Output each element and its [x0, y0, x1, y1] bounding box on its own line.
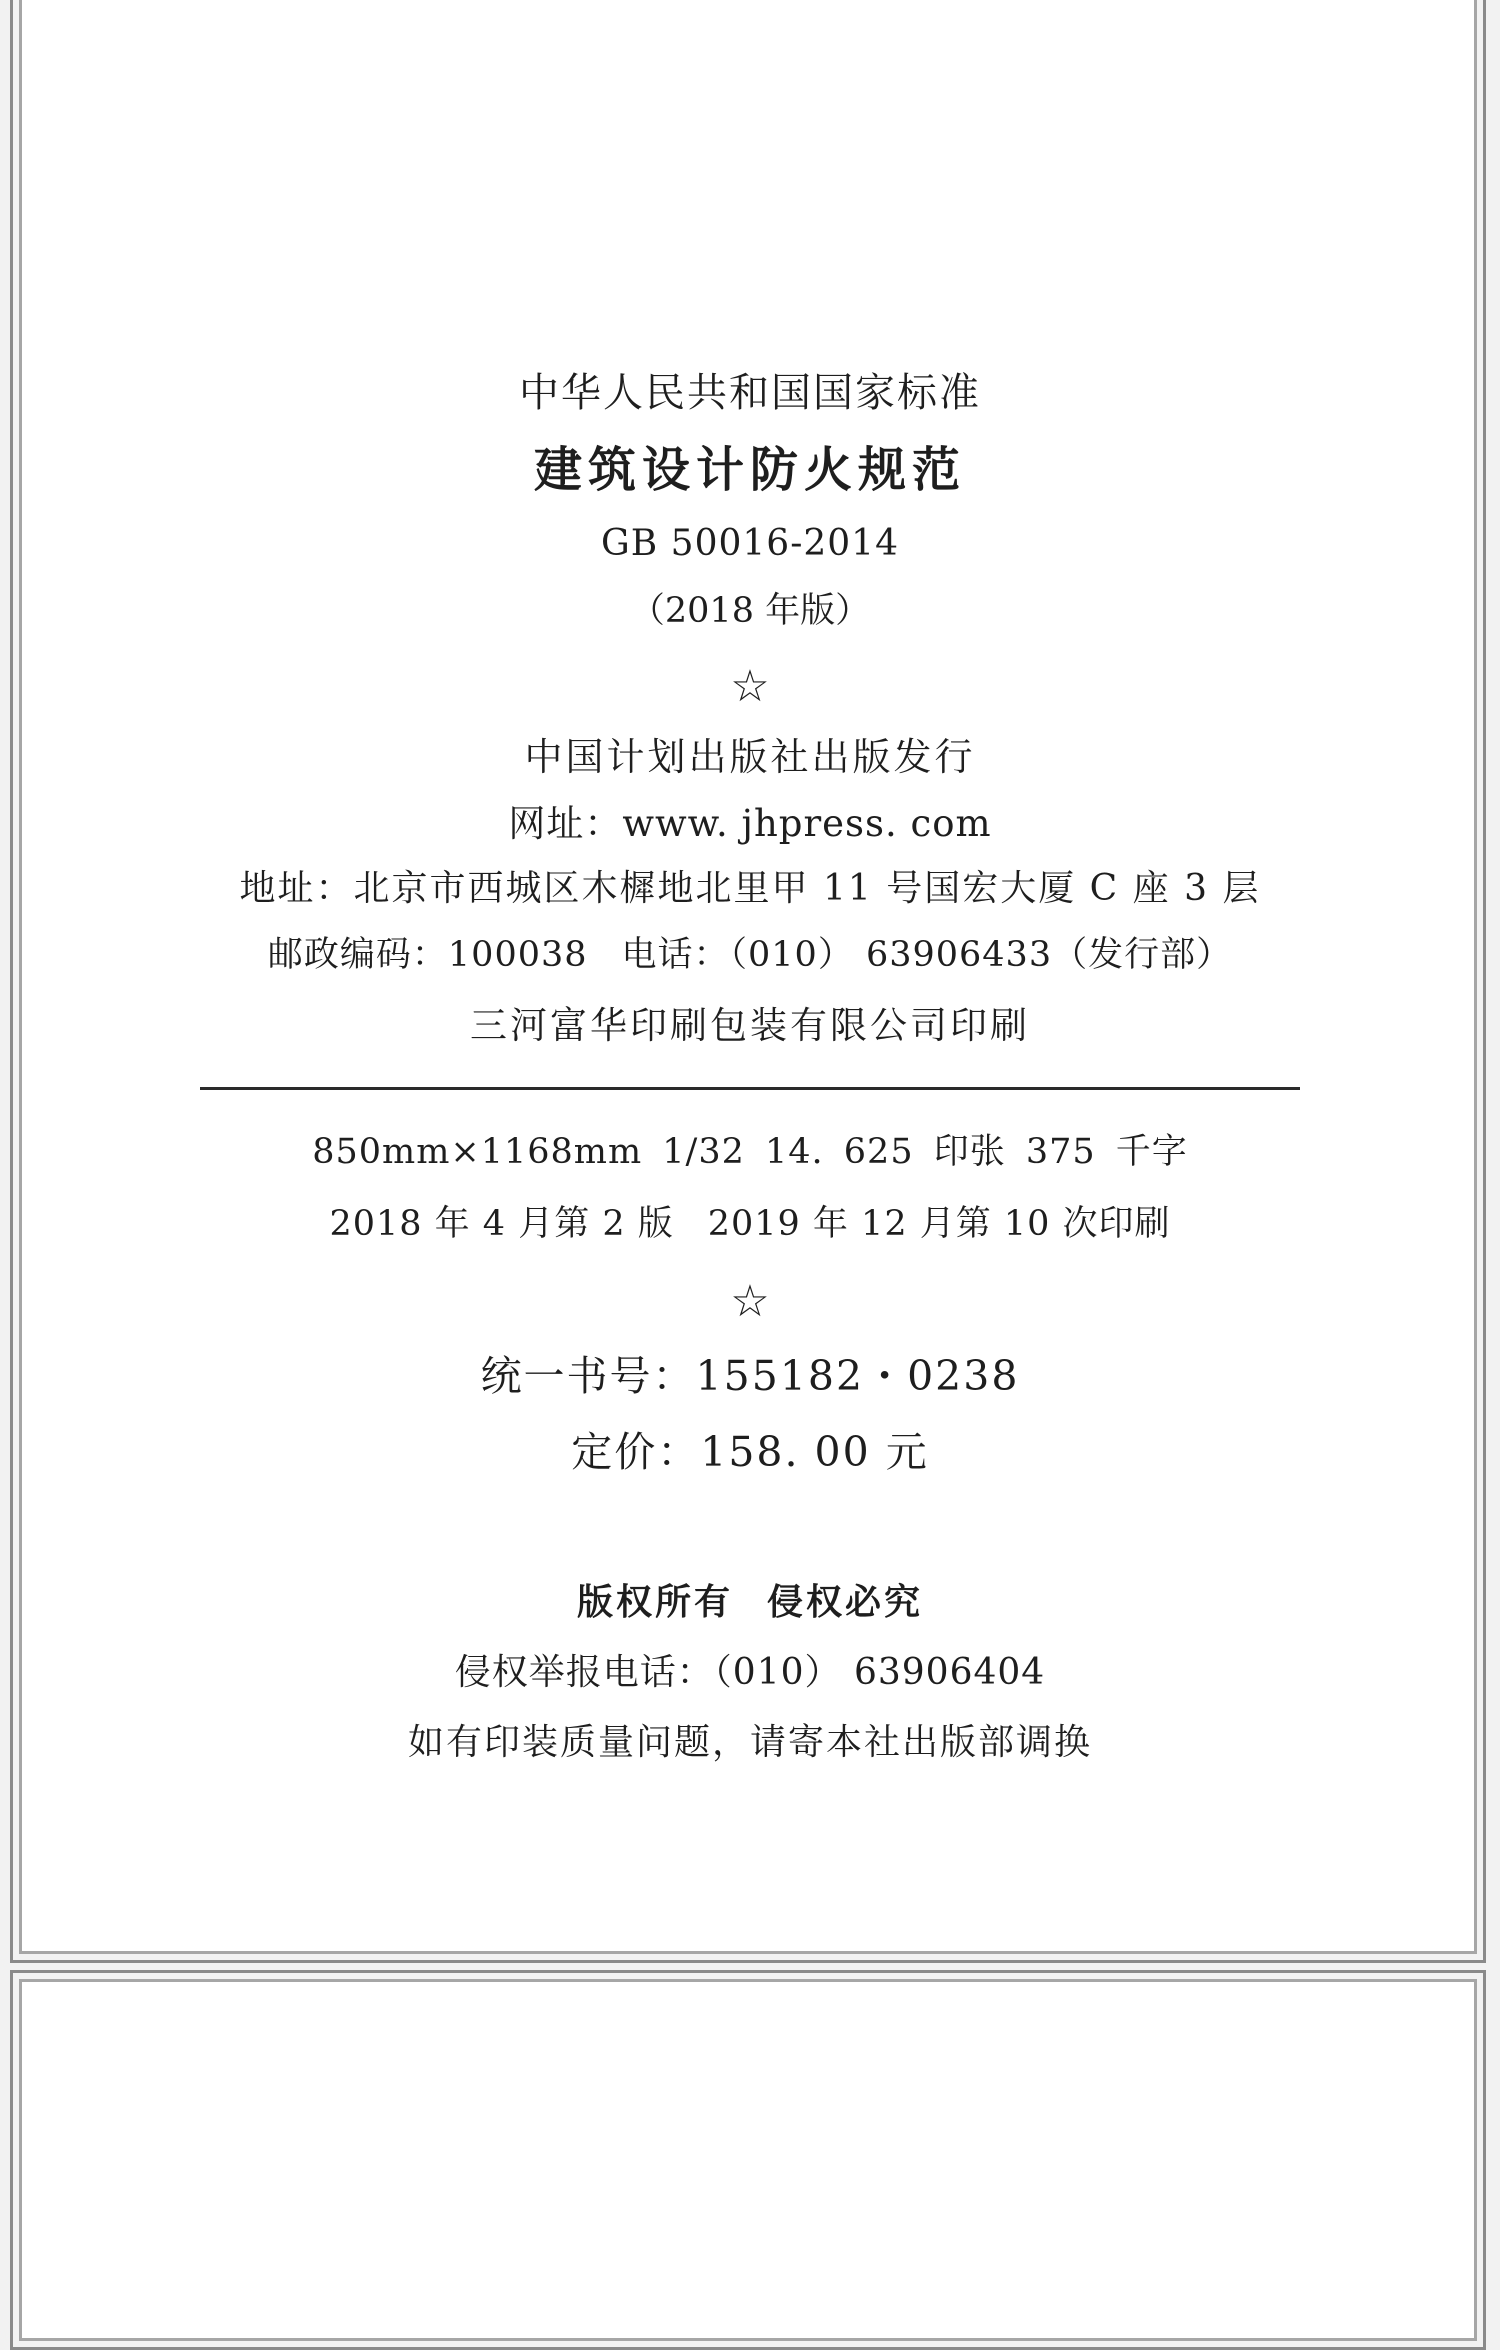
- website: 网址：www. jhpress. com: [508, 802, 992, 845]
- book-title: 建筑设计防火规范: [533, 442, 966, 498]
- standard-series: 中华人民共和国国家标准: [519, 370, 981, 416]
- print-run: 2019 年 12 月第 10 次印刷: [707, 1204, 1171, 1244]
- publisher: 中国计划出版社出版发行: [524, 735, 976, 779]
- phone: 电话：（010） 63906433（发行部）: [621, 935, 1233, 975]
- printer: 三河富华印刷包装有限公司印刷: [470, 1004, 1030, 1047]
- star-icon: ☆: [730, 661, 770, 712]
- standard-code: GB 50016-2014: [601, 523, 899, 564]
- printing-line: [0, 1204, 1500, 1244]
- specs: 850mm×1168mm 1/32 14. 625 印张 375 千字: [312, 1132, 1188, 1172]
- copyright-notice: [0, 1581, 1500, 1623]
- copyright-infringement: 侵权必究: [767, 1581, 924, 1623]
- divider: [200, 1087, 1300, 1090]
- edition-note: （2018 年版）: [629, 591, 871, 631]
- quality-notice: 如有印装质量问题，请寄本社出版部调换: [407, 1722, 1092, 1763]
- address: 地址：北京市西城区木樨地北里甲 11 号国宏大厦 C 座 3 层: [239, 868, 1261, 909]
- star-icon: ☆: [730, 1276, 770, 1327]
- infringement-hotline: 侵权举报电话：（010） 63906404: [454, 1652, 1046, 1693]
- contact-line: [0, 935, 1500, 975]
- price: 定价：158. 00 元: [571, 1428, 929, 1476]
- unified-book-number: 统一书号：155182・0238: [480, 1352, 1020, 1400]
- postal-code: 邮政编码：100038: [267, 935, 588, 975]
- page-frame-bottom: [10, 1970, 1486, 2350]
- edition-print: 2018 年 4 月第 2 版: [329, 1204, 674, 1244]
- copyright-reserved: 版权所有: [576, 1581, 733, 1623]
